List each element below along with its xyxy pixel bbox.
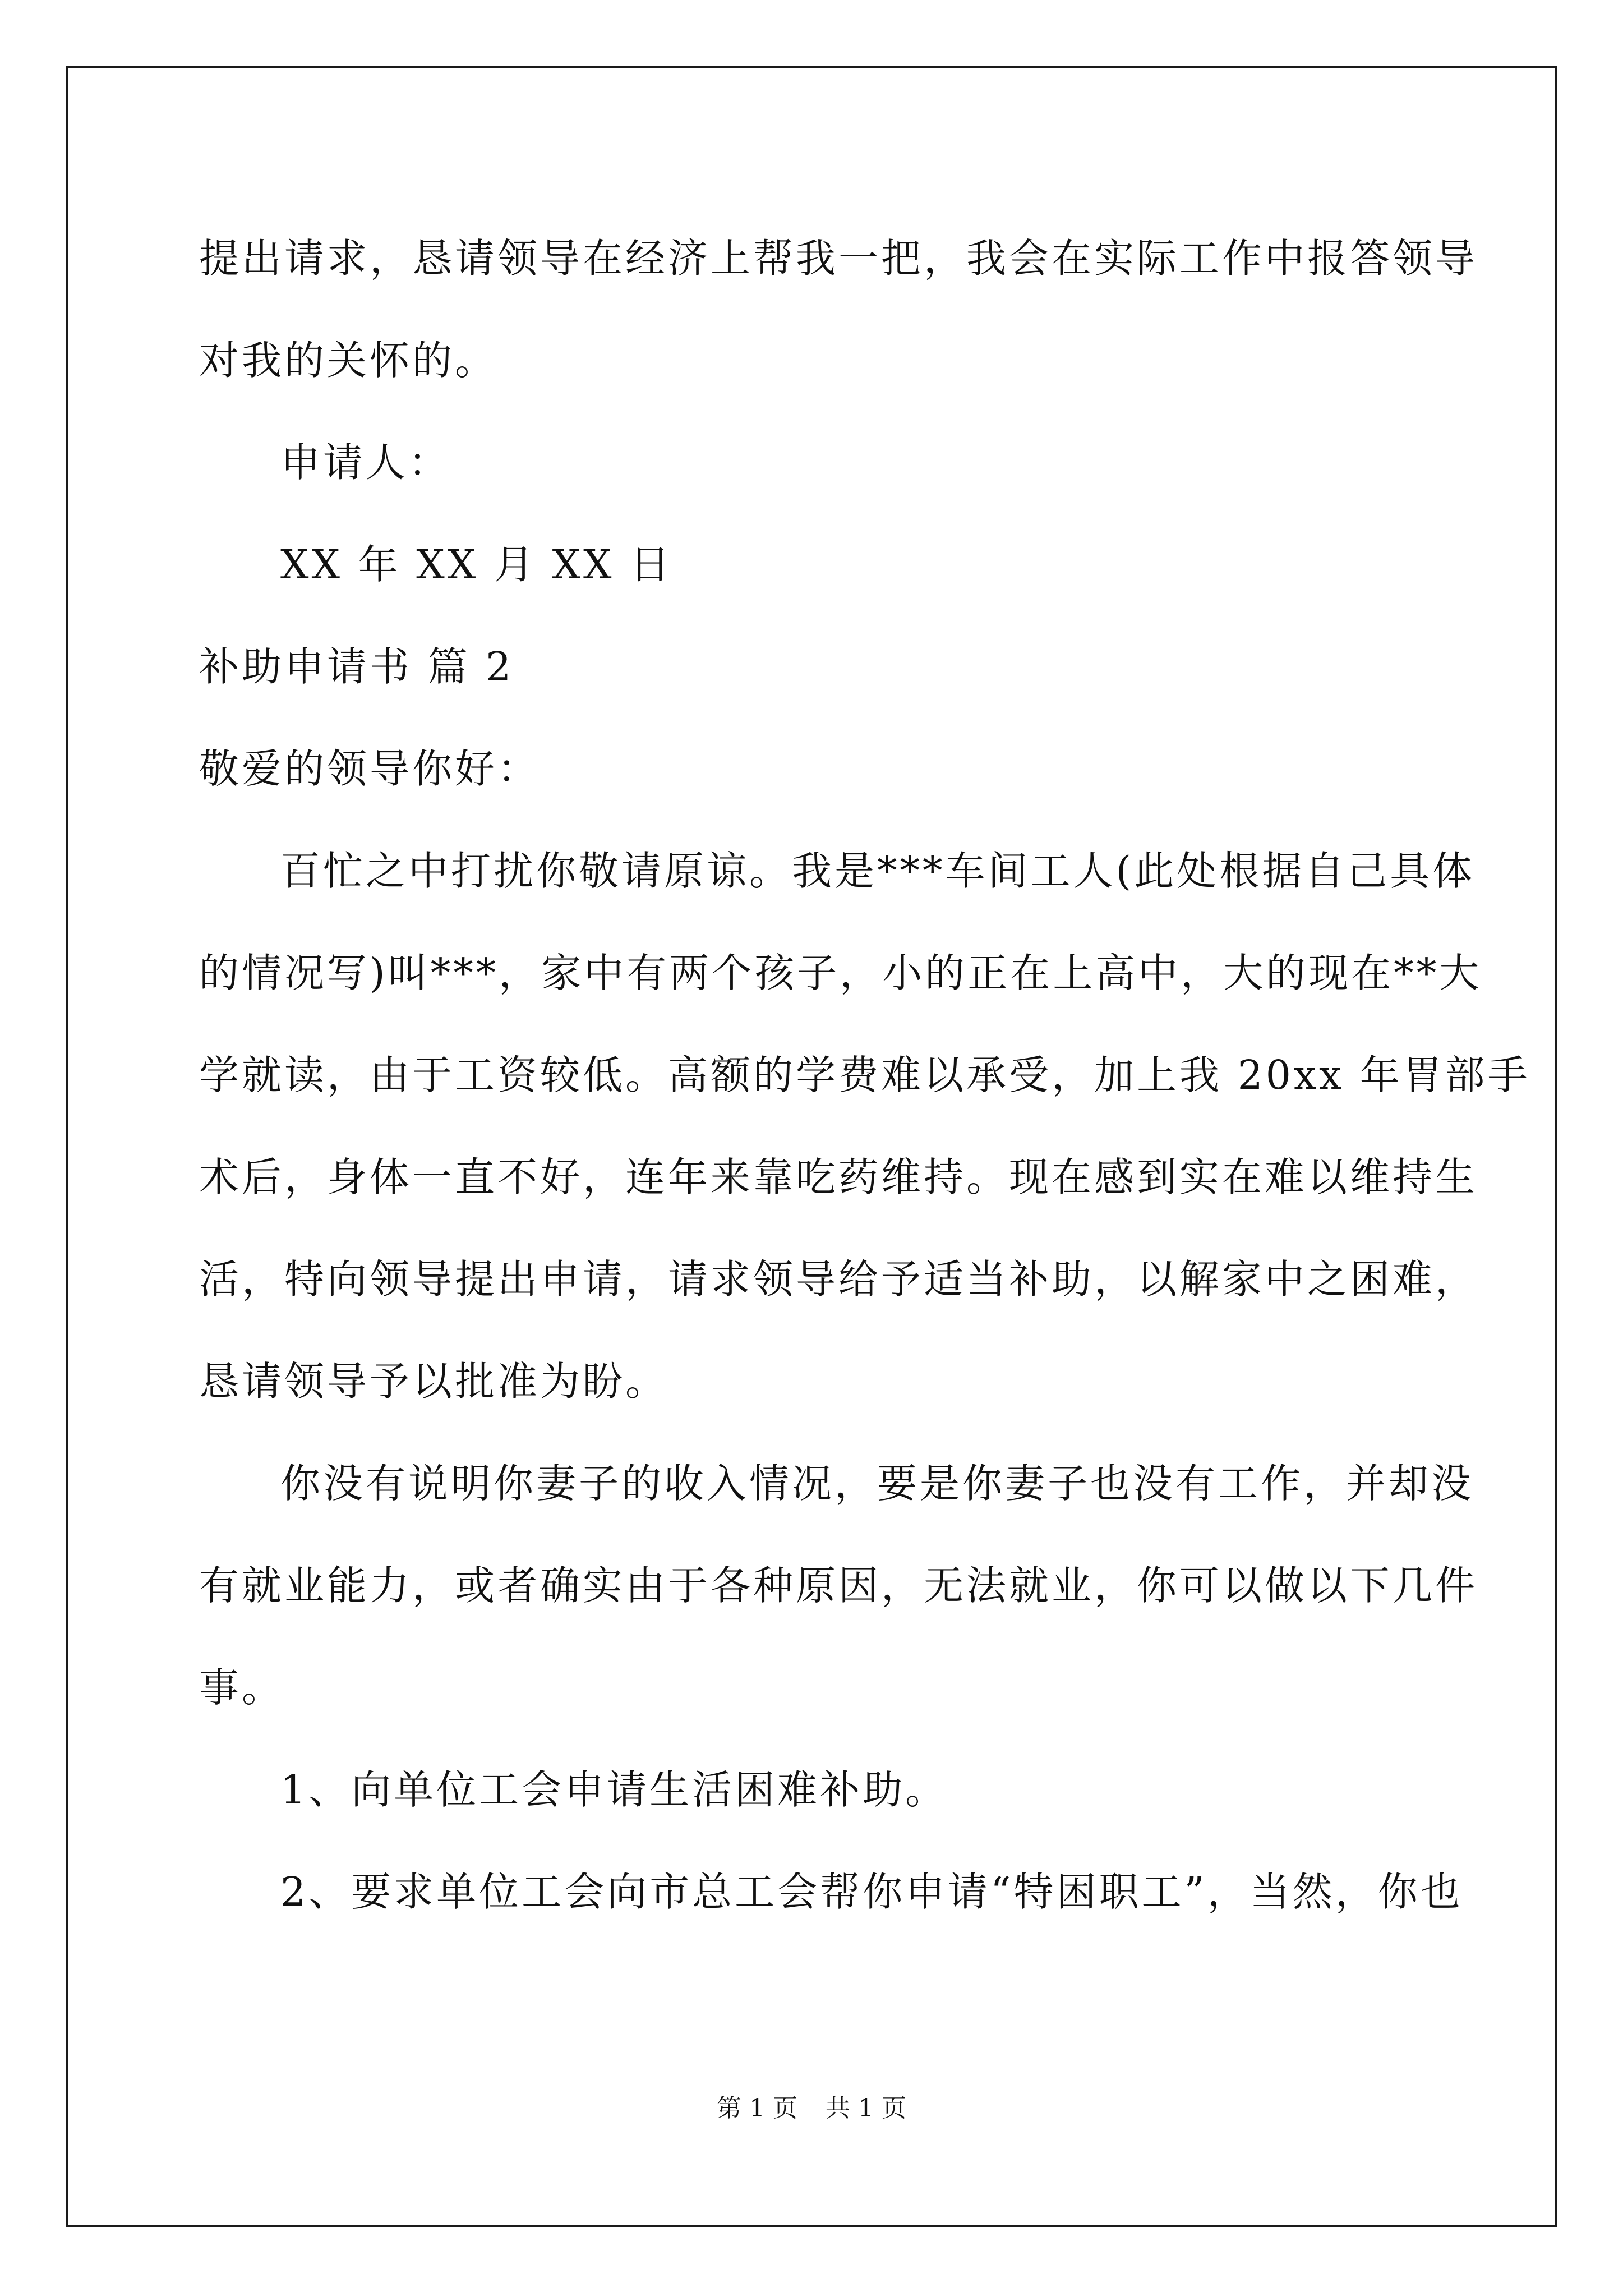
list-item: 2、要求单位工会向市总工会帮你申请“特困职工”，当然，你也: [280, 1869, 1463, 1915]
text-line: 百忙之中打扰你敬请原谅。我是***车间工人(此处根据自己具体: [280, 848, 1476, 894]
document-body: [199, 208, 1530, 1943]
date-line: XX 年 XX 月 XX 日: [280, 541, 673, 588]
text-line: 的情况写)叫***，家中有两个孩子，小的正在上高中，大的现在**大: [199, 950, 1482, 996]
text-line: 术后，身体一直不好，连年来靠吃药维持。现在感到实在难以维持生: [199, 1154, 1478, 1200]
text-line: 提出请求，恳请领导在经济上帮我一把，我会在实际工作中报答领导: [199, 235, 1478, 282]
text-line: 活，特向领导提出申请，请求领导给予适当补助，以解家中之困难，: [199, 1256, 1478, 1303]
text-line: 你没有说明你妻子的收入情况，要是你妻子也没有工作，并却没: [280, 1460, 1474, 1507]
applicant-label: 申请人：: [280, 439, 451, 486]
text-line: 对我的关怀的。: [199, 337, 498, 384]
text-line: 恳请领导予以批准为盼。: [199, 1358, 668, 1405]
section-heading: 补助申请书 篇 2: [199, 643, 514, 690]
text-line: 有就业能力，或者确实由于各种原因，无法就业，你可以做以下几件: [199, 1562, 1478, 1609]
page-total: 共 1 页: [826, 2094, 906, 2123]
page-number: 第 1 页: [717, 2094, 797, 2123]
page-footer: [0, 2088, 1623, 2124]
list-item: 1、向单位工会申请生活困难补助。: [280, 1766, 948, 1813]
text-line: 事。: [199, 1664, 285, 1711]
text-line: 学就读，由于工资较低。高额的学费难以承受，加上我 20xx 年胃部手: [199, 1052, 1530, 1098]
salutation: 敬爱的领导你好：: [199, 746, 541, 792]
